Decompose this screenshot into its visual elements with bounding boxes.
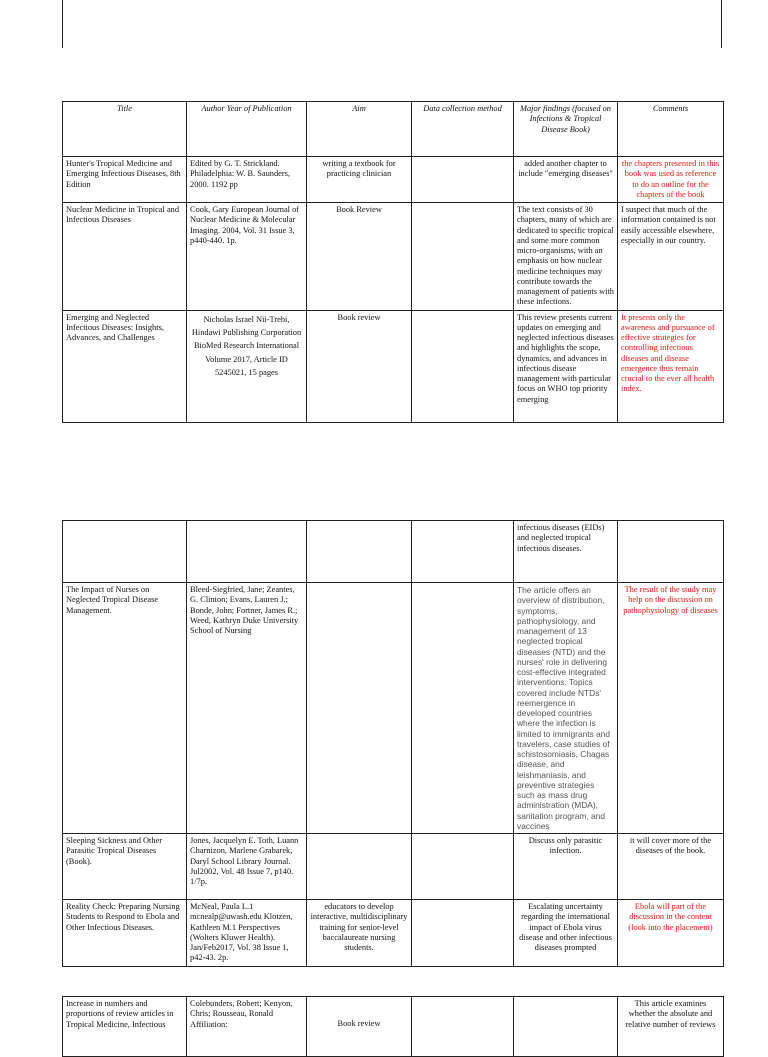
cell-title: Emerging and Neglected Infectious Diseases: Insights, Advances, and Challenges [63, 310, 187, 422]
literature-table-1 [62, 101, 724, 423]
cell-findings: Escalating uncertainty regarding the international impact of Ebola virus disease and other infectious diseases prompted [514, 900, 618, 967]
cell-method [412, 521, 514, 583]
cell-title: Reality Check: Preparing Nursing Students to Respond to Ebola and Other Infectious Diseases. [63, 900, 187, 967]
cell-title: The Impact of Nurses on Neglected Tropical Disease Management. [63, 583, 187, 834]
cell-aim: educators to develop interactive, multidisciplinary training for senior-level baccalaureate nursing students. [307, 900, 412, 967]
cell-comments: the chapters presented in this book was used as reference to do an outline for the chapters of the book [618, 157, 724, 203]
cell-author: Nicholas Israel Nii-Trebi, Hindawi Publishing Corporation BioMed Research International Volume 2017, Article ID 5245021, 15 pages [187, 310, 307, 422]
cell-findings: added another chapter to include "emerging diseases" [514, 157, 618, 203]
cell-aim: Book review [307, 310, 412, 422]
cell-aim: Book review [307, 997, 412, 1057]
cell-method [412, 583, 514, 834]
cell-findings: The text consists of 30 chapters, many of which are dedicated to specific tropical and some more common micro-organisms, with an emphasis on how nuclear medicine techniques may contribute towards the management of patients with these infections. [514, 203, 618, 311]
header-method: Data collection method [412, 102, 514, 157]
cell-aim [307, 583, 412, 834]
table-row [63, 521, 724, 583]
cell-method [412, 834, 514, 900]
cell-comments: it will cover more of the diseases of the book. [618, 834, 724, 900]
cell-author [187, 521, 307, 583]
cell-comments: The result of the study may help on the discussion on pathophysiology of diseases [618, 583, 724, 834]
table-row [63, 203, 724, 311]
cell-findings: The article offers an overview of distribution, symptoms, pathophysiology, and management of 13 neglected tropical diseases (NTD) and the nurses' role in delivering cost-effective integrated interventions. Topics covered include NTDs' reemergence in developed countries where the infection is limited to immigrants and travelers, case studies of schistosomiasis, Chagas disease, and leishmaniasis, and preventive strategies such as mass drug administration (MDA), sanitation program, and vaccines [514, 583, 618, 834]
cell-findings: This review presents current updates on emerging and neglected infectious diseases and highlights the scope, dynamics, and advances in infectious disease management with particular focus on WHO top priority emerging [514, 310, 618, 422]
table-row [63, 900, 724, 967]
table-header-row [63, 102, 724, 157]
cell-title: Nuclear Medicine in Tropical and Infectious Diseases [63, 203, 187, 311]
cell-method [412, 310, 514, 422]
cell-comments: Ebola will part of the discussion in the content (look into the placement) [618, 900, 724, 967]
table-row [63, 997, 724, 1057]
cell-comments: This article examines whether the absolute and relative number of reviews [618, 997, 724, 1057]
header-author: Author Year of Publication [187, 102, 307, 157]
page-top-left-border [62, 0, 63, 48]
cell-title: Sleeping Sickness and Other Parasitic Tropical Diseases (Book). [63, 834, 187, 900]
cell-method [412, 157, 514, 203]
cell-comments: It presents only the awareness and pursuance of effective strategies for controlling infectious diseases and disease emergence thus remain crucial to the ever all health index. [618, 310, 724, 422]
cell-author: Bleed-Siegfried, Jane; Zeantes, G. Clinton; Evans, Lauren J.; Bonde, John; Fortner, James R.; Weed, Kathryn Duke University School of Nursing [187, 583, 307, 834]
cell-method [412, 203, 514, 311]
cell-comments: I suspect that much of the information contained is not easily accessible elsewhere, especially in our country. [618, 203, 724, 311]
cell-author: Cook, Gary European Journal of Nuclear Medicine & Molecular Imaging. 2004, Vol. 31 Issue 3, p440-440. 1p. [187, 203, 307, 311]
cell-author: McNeal, Paula L.1 mcnealp@uwash.edu Klotzen, Kathleen M.1 Perspectives (Wolters Kluwer Health). Jan/Feb2017, Vol. 38 Issue 1, p42-43. 2p. [187, 900, 307, 967]
header-findings: Major findings (focused on Infections & Tropical Disease Book) [514, 102, 618, 157]
literature-table-2 [62, 520, 724, 967]
cell-comments [618, 521, 724, 583]
table-row [63, 583, 724, 834]
header-comments: Comments [618, 102, 724, 157]
cell-title [63, 521, 187, 583]
cell-findings: infectious diseases (EIDs) and neglected tropical infectious diseases. [514, 521, 618, 583]
cell-author: Edited by G. T. Strickland. Philadelphia: W. B. Saunders, 2000. 1192 pp [187, 157, 307, 203]
header-title: Title [63, 102, 187, 157]
header-aim: Aim [307, 102, 412, 157]
cell-findings: Discuss only parasitic infection. [514, 834, 618, 900]
table-row [63, 157, 724, 203]
cell-method [412, 900, 514, 967]
table-row [63, 310, 724, 422]
cell-author: Jones, Jacquelyn E. Toth, Luann Charnizon, Marlene Grabarek, Daryl School Library Journal. Jul2002, Vol. 48 Issue 7, p140. 1/7p. [187, 834, 307, 900]
table-row [63, 834, 724, 900]
cell-aim: Book Review [307, 203, 412, 311]
cell-title: Hunter's Tropical Medicine and Emerging Infectious Diseases, 8th Edition [63, 157, 187, 203]
cell-aim [307, 521, 412, 583]
cell-title: Increase in numbers and proportions of review articles in Tropical Medicine, Infectious [63, 997, 187, 1057]
cell-aim [307, 834, 412, 900]
literature-table-3 [62, 996, 724, 1057]
page-top-right-border [721, 0, 722, 48]
cell-findings [514, 997, 618, 1057]
cell-author: Colebunders, Robert; Kenyon, Chris; Rousseau, Ronald Affiliation: [187, 997, 307, 1057]
cell-aim: writing a textbook for practicing clinician [307, 157, 412, 203]
cell-method [412, 997, 514, 1057]
